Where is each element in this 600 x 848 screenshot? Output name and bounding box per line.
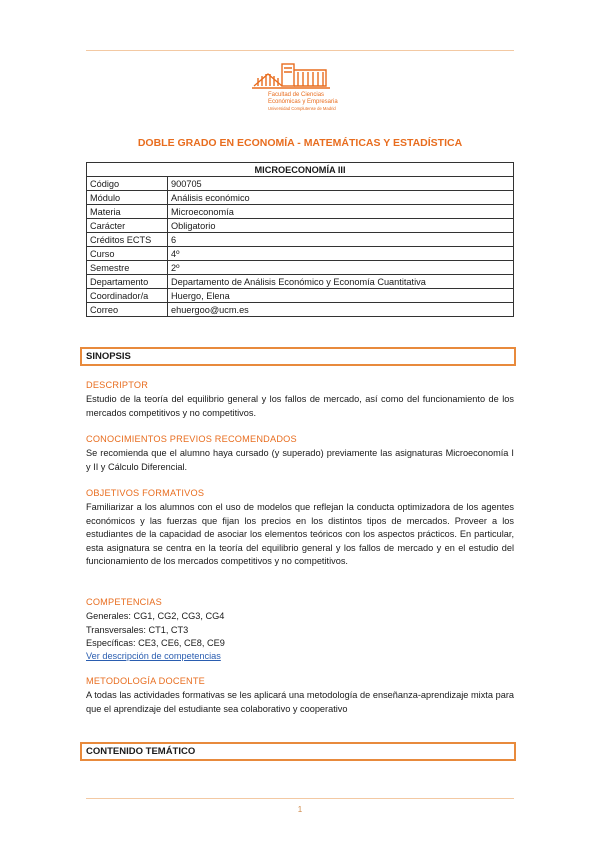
table-row: Carácter Obligatorio [87, 219, 514, 233]
objectives-heading: OBJETIVOS FORMATIVOS [86, 488, 205, 498]
contenido-heading: CONTENIDO TEMÁTICO [80, 742, 516, 761]
table-row: Créditos ECTS 6 [87, 233, 514, 247]
metodologia-heading: METODOLOGÍA DOCENTE [86, 676, 206, 686]
objectives-text: Familiarizar a los alumnos con el uso de modelos que reflejan la conducta optimizadora de los agentes económicos y las fuerzas que fijan los precios en los distintos tipos de mercados. Proveer a los estudiantes de la capacidad de asociar los elementos teóricos con los aspectos prácticos. En particular, esta asignatura se centra en la teoría del equilibrio general y los fallos de mercado y en el estudio del funcionamiento de los mercados competitivos y no competitivos. [86, 502, 514, 566]
faculty-building-logo-icon [248, 58, 338, 118]
metodologia-text: A todas las actividades formativas se les aplicará una metodología de enseñanza-aprendizaje mixta para que el aprendizaje del estudiante sea colaborativo y cooperativo [86, 690, 514, 714]
degree-title: DOBLE GRADO EN ECONOMÍA - MATEMÁTICAS Y ESTADÍSTICA [137, 137, 463, 149]
table-row: Semestre 2º [87, 261, 514, 275]
table-row: Coordinador/a Huergo, Elena [87, 289, 514, 303]
competencias-transversales: Transversales: CT1, CT3 [86, 625, 189, 635]
course-title: MICROECONOMÍA III [87, 163, 514, 177]
table-row: Código 900705 [87, 177, 514, 191]
table-row: Curso 4º [87, 247, 514, 261]
competencias-heading: COMPETENCIAS [86, 597, 162, 607]
logo-line2: Económicas y Empresariales [268, 99, 338, 105]
table-row: Departamento Departamento de Análisis Económico y Economía Cuantitativa [87, 275, 514, 289]
descriptor-text: Estudio de la teoría del equilibrio general y los fallos de mercado, así como del funcionamiento de los mercados competitivos y no competitivos. [86, 394, 514, 418]
top-rule [86, 50, 514, 51]
competencias-generales: Generales: CG1, CG2, CG3, CG4 [86, 611, 225, 621]
page-number: 1 [297, 805, 303, 814]
logo-line3: Universidad Complutense de Madrid [268, 106, 336, 111]
bottom-rule [86, 798, 514, 799]
table-row: Correo ehuergoo@ucm.es [87, 303, 514, 317]
table-row: Módulo Análisis económico [87, 191, 514, 205]
competencias-link-row [86, 650, 514, 664]
competencias-especificas: Específicas: CE3, CE6, CE8, CE9 [86, 638, 225, 648]
faculty-logo [248, 58, 338, 118]
table-row: Materia Microeconomía [87, 205, 514, 219]
prev-knowledge-text: Se recomienda que el alumno haya cursado (y superado) previamente las asignaturas Microeconomía I y II y Cálculo Diferencial. [86, 448, 514, 472]
logo-line1: Facultad de Ciencias [268, 92, 325, 98]
competencias-link[interactable]: Ver descripción de competencias [86, 651, 221, 661]
sinopsis-heading: SINOPSIS [80, 347, 516, 366]
prev-knowledge-heading: CONOCIMIENTOS PREVIOS RECOMENDADOS [86, 434, 297, 444]
descriptor-heading: DESCRIPTOR [86, 380, 149, 390]
course-info-table [86, 162, 514, 317]
